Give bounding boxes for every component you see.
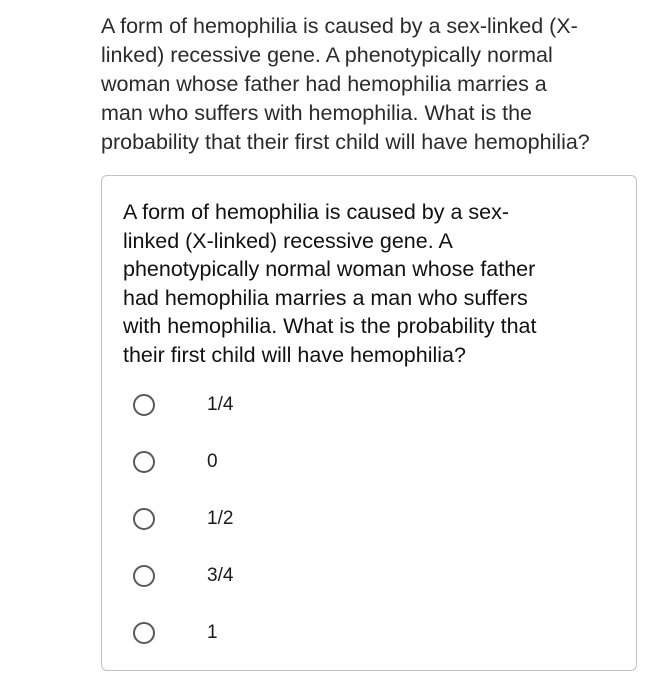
answer-option[interactable] bbox=[133, 447, 433, 477]
radio-button-icon[interactable] bbox=[133, 508, 155, 530]
radio-button-icon[interactable] bbox=[133, 622, 155, 644]
header-question-text bbox=[101, 12, 651, 157]
card-question-line: phenotypically normal woman whose father bbox=[123, 257, 536, 281]
answer-option-label: 3/4 bbox=[207, 565, 234, 586]
radio-button-icon[interactable] bbox=[133, 394, 155, 416]
answer-option[interactable] bbox=[133, 504, 433, 534]
header-question-line: linked) recessive gene. A phenotypically normal bbox=[101, 43, 553, 67]
answer-option[interactable] bbox=[133, 561, 433, 591]
header-question-line: man who suffers with hemophilia. What is the bbox=[101, 101, 532, 125]
card-question-line: linked (X-linked) recessive gene. A bbox=[123, 228, 453, 253]
card-question-line: A form of hemophilia is caused by a sex- bbox=[123, 200, 509, 224]
card-question-text bbox=[123, 198, 603, 369]
radio-button-icon[interactable] bbox=[133, 451, 155, 473]
radio-button-icon[interactable] bbox=[133, 565, 155, 587]
answer-option[interactable] bbox=[133, 618, 433, 648]
answer-option-label: 1 bbox=[207, 622, 218, 643]
header-question-line: probability that their first child will have hemophilia? bbox=[101, 130, 590, 154]
question-card bbox=[101, 175, 637, 671]
answer-option-label: 1/2 bbox=[207, 508, 234, 529]
header-question-line: A form of hemophilia is caused by a sex-linked (X- bbox=[101, 14, 578, 38]
answer-option-label: 1/4 bbox=[207, 394, 234, 415]
answer-option-label: 0 bbox=[207, 451, 218, 472]
card-question-line: had hemophilia marries a man who suffers bbox=[123, 285, 528, 310]
header-question-line: woman whose father had hemophilia marries a bbox=[101, 72, 547, 96]
answer-option[interactable] bbox=[133, 390, 433, 420]
card-question-line: with hemophilia. What is the probability that bbox=[123, 314, 537, 338]
card-question-line: their first child will have hemophilia? bbox=[123, 342, 466, 367]
